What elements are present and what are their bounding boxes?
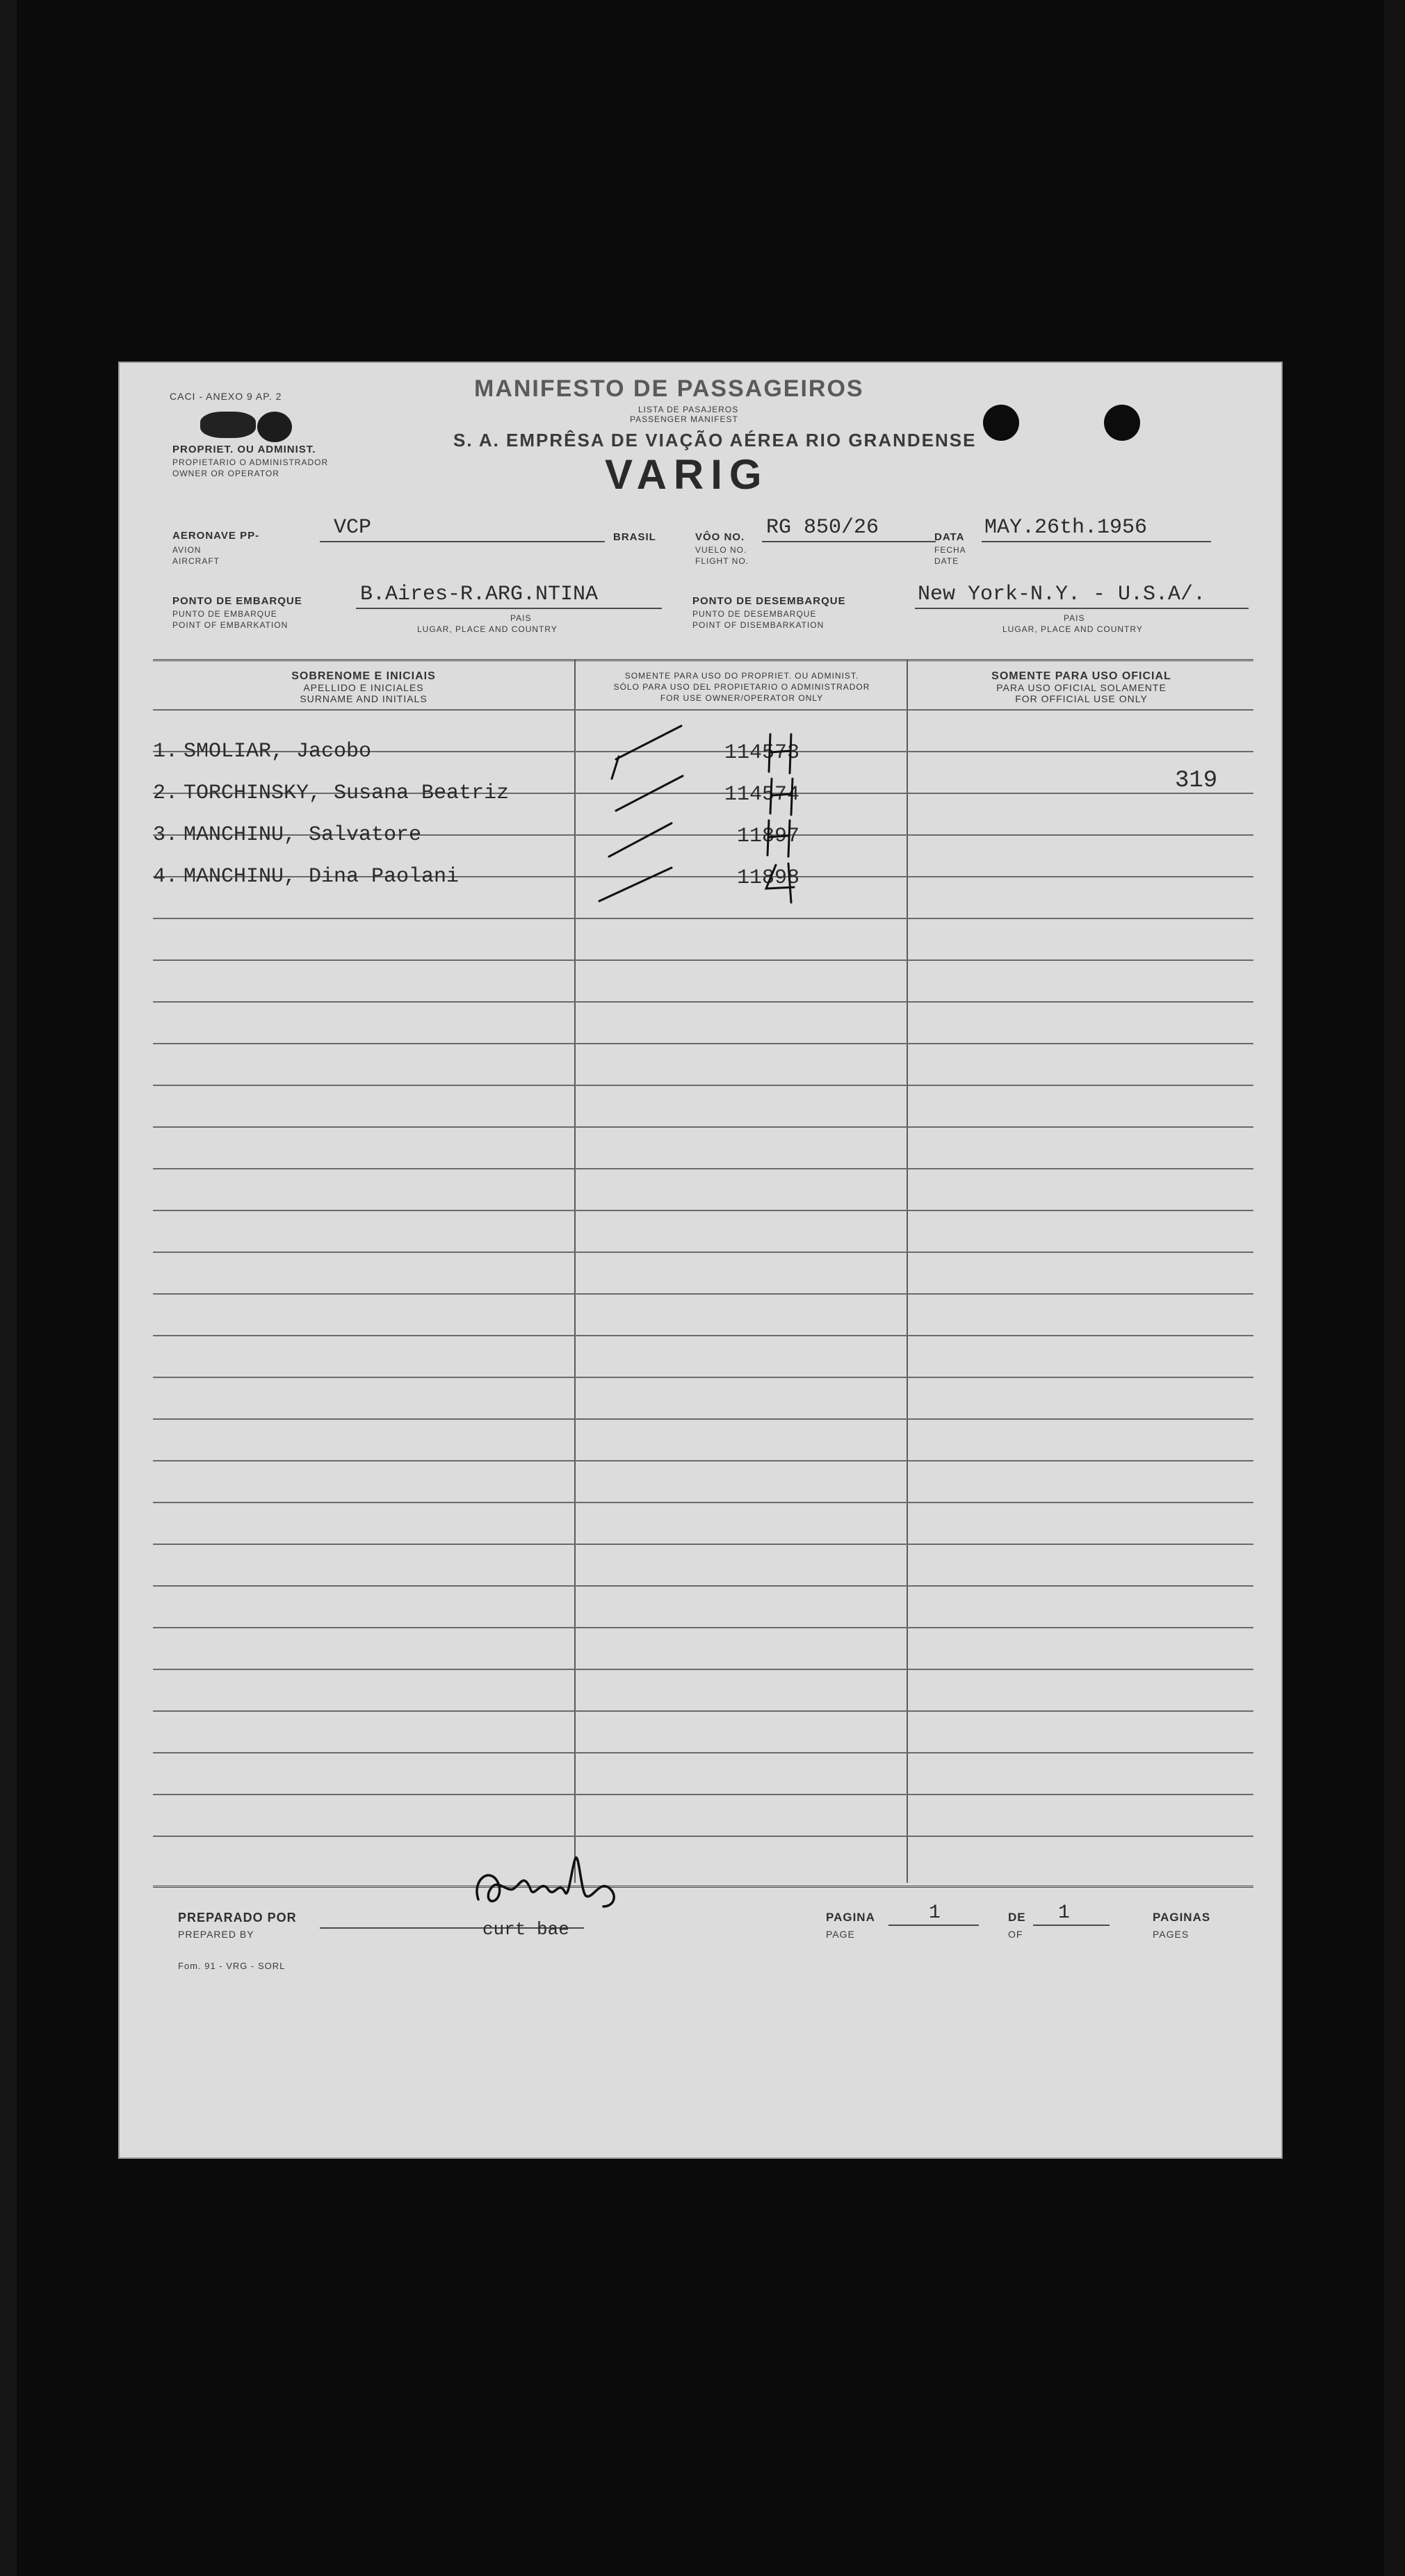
table-ruled-line [153,1669,1253,1670]
prepared-by-label: PREPARADO POR [178,1911,297,1925]
disembark-label: PONTO DE DESEMBARQUE [692,595,846,607]
pages-label: PAGINAS [1153,1911,1211,1924]
row-number: 4. [153,865,179,889]
column-header-operator-en: FOR USE OWNER/OPERATOR ONLY [660,693,824,703]
embark-value: B.Aires-R.ARG.NTINA [360,583,599,606]
of-underline [1033,1925,1110,1926]
form-subtitle-es: LISTA DE PASAJEROS [638,405,739,414]
tick-stroke [599,868,672,901]
table-ruled-line [153,1502,1253,1503]
tally-mark [768,820,790,857]
table-bottom-rule [153,1886,1253,1888]
table-ruled-line [153,1710,1253,1712]
table-ruled-line [153,1460,1253,1461]
embark-place-label: LUGAR, PLACE AND COUNTRY [417,624,558,634]
flight-label: VÔO NO. [695,531,745,543]
company-name: S. A. EMPRÊSA DE VIAÇÃO AÉREA RIO GRANDENSE [453,430,977,451]
disembark-label-en: POINT OF DISEMBARKATION [692,620,825,630]
owner-label-pt: PROPRIET. OU ADMINIST. [172,444,316,455]
tally-mark [770,779,793,815]
table-ruled-line [153,1293,1253,1295]
table-ruled-line [153,1627,1253,1628]
page-label: PAGINA [826,1911,875,1924]
tick-stroke [609,823,672,857]
table-ruled-line [153,1544,1253,1545]
embark-label: PONTO DE EMBARQUE [172,595,302,607]
date-label-es: FECHA [934,545,966,555]
embark-label-es: PUNTO DE EMBARQUE [172,609,277,619]
of-label: DE [1008,1911,1026,1924]
date-label-en: DATE [934,556,959,566]
tick-stroke [616,776,683,811]
table-ruled-line [153,1377,1253,1378]
flight-label-es: VUELO NO. [695,545,747,555]
owner-label-en: OWNER OR OPERATOR [172,469,279,478]
brand-name: VARIG [605,451,769,498]
annex-label: CACI - ANEXO 9 AP. 2 [170,391,282,402]
column-header-operator-es: SÓLO PARA USO DEL PROPIETARIO O ADMINISTRADOR [613,682,870,692]
table-ruled-line [153,1210,1253,1211]
page-underline [888,1925,979,1926]
embark-underline [356,608,662,609]
tick-stroke [616,726,681,759]
scan-border-right [1384,0,1405,2576]
page-number: 1 [929,1902,941,1924]
table-ruled-line [153,1168,1253,1169]
scan-border-left [0,0,17,2576]
brasil-label: BRASIL [613,531,656,543]
handwritten-check-marks [535,709,827,918]
table-ruled-line [153,1335,1253,1336]
column-header-operator [577,670,907,704]
date-underline [982,541,1211,542]
flight-number-value: RG 850/26 [766,516,879,540]
date-label: DATA [934,531,965,543]
ticket-number: 11897 [736,825,799,848]
column-header-operator-pt: SOMENTE PARA USO DO PROPRIET. OU ADMINIST. [624,671,859,681]
table-ruled-line [153,918,1253,919]
ticket-number: 114573 [724,741,799,765]
table-ruled-line [153,1752,1253,1753]
official-mark: 319 [1175,768,1218,794]
disembark-place-label: LUGAR, PLACE AND COUNTRY [1002,624,1143,634]
table-ruled-line [153,959,1253,961]
tally-mark [769,734,791,773]
owner-label-es: PROPIETARIO O ADMINISTRADOR [172,457,329,467]
aircraft-label-es: AVION [172,545,202,555]
column-header-official [909,670,1253,704]
column-header-official-es: PARA USO OFICIAL SOLAMENTE [996,682,1167,693]
disembark-value: New York-N.Y. - U.S.A/. [918,583,1206,606]
tally-mark [766,864,794,902]
aircraft-label-en: AIRCRAFT [172,556,220,566]
page-label-en: PAGE [826,1929,855,1940]
table-ruled-line [153,1126,1253,1128]
disembark-underline [915,608,1249,609]
flight-underline [762,541,936,542]
aircraft-underline [320,541,605,542]
page-total: 1 [1058,1902,1070,1924]
ticket-number: 11898 [736,866,799,890]
punch-hole-icon [983,405,1019,441]
table-ruled-line [153,1251,1253,1253]
column-header-name [153,670,574,704]
punch-hole-icon [1104,405,1140,441]
manifest-sheet [118,362,1283,2159]
pages-label-en: PAGES [1153,1929,1189,1940]
passenger-name: SMOLIAR, Jacobo [184,740,372,763]
owner-ink-blot [257,412,292,442]
form-code: Fom. 91 - VRG - SORL [178,1961,286,1971]
of-label-en: OF [1008,1929,1023,1940]
disembark-country-label: PAIS [1064,613,1085,623]
form-title: MANIFESTO DE PASSAGEIROS [474,375,864,402]
column-header-official-pt: SOMENTE PARA USO OFICIAL [991,670,1171,682]
row-number: 2. [153,781,179,805]
row-number: 1. [153,740,179,763]
passenger-name: MANCHINU, Dina Paolani [184,865,460,889]
table-ruled-line [153,1836,1253,1837]
table-ruled-line [153,1794,1253,1795]
preparer-name: curt bae [482,1919,569,1940]
disembark-label-es: PUNTO DE DESEMBARQUE [692,609,817,619]
table-top-rule [153,659,1253,661]
passenger-name: MANCHINU, Salvatore [184,823,422,847]
embark-country-label: PAIS [510,613,532,623]
aircraft-value: VCP [334,516,372,540]
table-ruled-line [153,1585,1253,1587]
column-header-official-en: FOR OFFICIAL USE ONLY [1015,693,1148,704]
aircraft-label: AERONAVE PP- [172,530,260,542]
prepared-by-label-en: PREPARED BY [178,1929,254,1940]
ticket-number: 114574 [724,783,799,807]
column-header-name-es: APELLIDO E INICIALES [303,682,424,693]
table-ruled-line [153,1085,1253,1086]
passenger-name: TORCHINSKY, Susana Beatriz [184,781,510,805]
date-value: MAY.26th.1956 [984,516,1148,540]
column-header-name-en: SURNAME AND INITIALS [300,693,428,704]
row-number: 3. [153,823,179,847]
column-header-name-pt: SOBRENOME E INICIAIS [291,670,436,682]
table-ruled-line [153,1418,1253,1420]
form-subtitle-en: PASSENGER MANIFEST [630,414,738,424]
table-ruled-line [153,1043,1253,1044]
embark-label-en: POINT OF EMBARKATION [172,620,289,630]
flight-label-en: FLIGHT NO. [695,556,749,566]
table-ruled-line [153,1001,1253,1003]
owner-ink-blot [200,412,256,438]
